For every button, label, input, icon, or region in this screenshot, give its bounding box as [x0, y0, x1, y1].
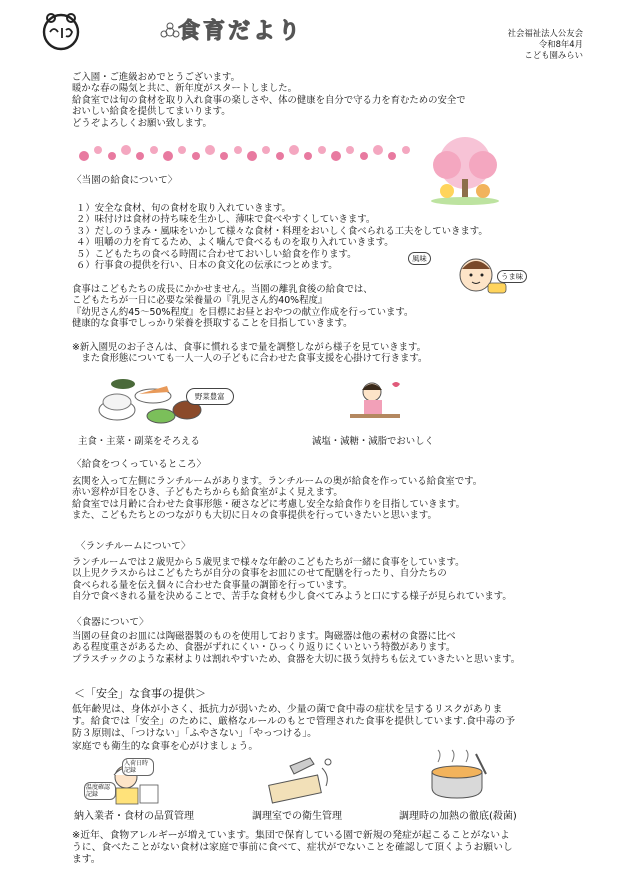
paragraph-line: 赤い窓枠が目をひき、子どもたちからも給食室がよく見えます。 [72, 487, 343, 499]
logo [40, 10, 82, 52]
speech-bubble-flavor: 風味 [408, 252, 431, 265]
blossom-petal-icon [247, 151, 257, 161]
cherry-blossom-tree-illustration [425, 135, 505, 207]
paragraph-line: 低年齢児は、身体が小さく、抵抗力が弱いため、少量の菌で食中毒の症状を呈するリスクがありま [72, 704, 503, 715]
paragraph-line: 『幼児さん約45～50%程度』を目標にお昼とおやつの献立作成を行っています。 [72, 306, 414, 318]
org-name: 社会福祉法人公友会 [507, 28, 583, 38]
section-heading-lunch: 〈当園の給食について〉 [72, 175, 178, 186]
paragraph-line: 食事はこどもたちの成長にかかせません。当園の離乳食後の給食では、 [72, 284, 373, 295]
blossom-petal-icon [192, 152, 200, 160]
paragraph-line: す。給食では「安全」のために、厳格なルールのもとで管理された食事を提供しています.食中毒の予 [72, 716, 515, 728]
nutrition-paragraph [72, 284, 413, 330]
paragraph-line: 健康的な食事でしっかり栄養を摂取することを目指していきます。 [72, 318, 353, 330]
new-child-note [72, 342, 427, 365]
blossom-petal-icon [318, 146, 326, 154]
blossom-petal-icon [388, 152, 396, 160]
organization-info [508, 28, 583, 61]
list-item: ４）咀嚼の力を育てるため、よく噛んで食べるものを取り入れていきます。 [76, 237, 394, 249]
tag-arrival-record: 入荷日時記録 [122, 758, 154, 776]
page-title: 食育だより [178, 19, 304, 44]
speech-bubble-umami: うま味 [497, 270, 527, 283]
paragraph-line: 家庭でも衛生的な食事を心がけましょう。 [72, 740, 259, 752]
caption-balanced-meal: 主食・主菜・副菜をそろえる [78, 436, 200, 447]
blossom-petal-icon [346, 146, 354, 154]
blossom-petal-icon [402, 146, 410, 154]
paragraph-line: 防３原則は、「つけない」「ふやさない」「やっつける」。 [72, 728, 317, 740]
paragraph-line: こどもたちが一日に必要な栄養量の『乳児さん約40%程度』 [72, 295, 328, 307]
blossom-petal-icon [79, 151, 89, 161]
heating-pot-illustration [418, 748, 498, 804]
caption-less-salt: 減塩・減糖・減脂でおいしく [312, 436, 434, 447]
safety-text [72, 704, 515, 753]
caption-supplier: 納入業者・食材の品質管理 [74, 811, 194, 822]
paragraph-line: 食べられる量を伝え個々に合わせた食事量の調節を行っています。 [72, 579, 353, 591]
paragraph-line: 自分で食べきれる量を決めることで、苦手な食材も少し食べてみようと口にする様子が見られています。 [72, 591, 512, 603]
section-heading-kitchen: 〈給食をつくっているところ〉 [72, 459, 207, 470]
list-item: １）安全な食材、旬の食材を取り入れていきます。 [76, 203, 291, 214]
blossom-petal-icon [360, 152, 368, 160]
paragraph-line: 玄関を入って左側にランチルームがあります。ランチルームの奥が給食を作っている給食室です。 [72, 476, 483, 487]
lunchroom-text [72, 557, 512, 603]
list-item: ６）行事食の提供を行い、日本の食文化の伝承につとめます。 [76, 260, 338, 272]
veg-rich-label: 野菜豊富 [186, 388, 234, 405]
section-heading-safety: ＜「安全」な食事の提供＞ [74, 687, 206, 700]
intro-line: 給食室では旬の食材を取り入れ食事の楽しさや、体の健康を自分で守る力を育むための安全で [72, 94, 466, 106]
paragraph-line: ある程度重さがあるため、食器がずれにくい・ひっくり返りにくいという特徴があります。 [72, 642, 456, 654]
section-heading-lunchroom: 〈ランチルームについて〉 [76, 541, 191, 552]
note-line: ます。 [72, 854, 101, 865]
intro-text [72, 72, 466, 129]
kitchen-hygiene-illustration [262, 754, 342, 804]
blossom-petal-icon [150, 146, 158, 154]
caption-kitchen-hygiene: 調理室での衛生管理 [252, 811, 342, 822]
issue-date: 令和8年4月 [538, 39, 583, 49]
intro-line: 暖かな春の陽気と共に、新年度がスタートしました。 [72, 83, 298, 95]
paragraph-line: また、こどもたちとのつながりも大切に日々の食事提供を行っていきたいと思います。 [72, 510, 437, 522]
intro-line: どうぞよろしくお願い致します。 [72, 117, 212, 129]
paragraph-line: ランチルームでは２歳児から５歳児まで様々な年齢のこどもたちが一緒に食事をしています。 [72, 557, 465, 568]
blossom-petal-icon [163, 151, 173, 161]
child-at-table-illustration [340, 378, 410, 428]
tableware-text [72, 631, 520, 665]
blossom-petal-icon [136, 152, 144, 160]
school-name: こども園みらい [524, 50, 583, 60]
blossom-petal-icon [121, 145, 131, 155]
blossom-petal-icon [304, 152, 312, 160]
blossom-petal-icon [289, 145, 299, 155]
blossom-petal-icon [331, 151, 341, 161]
blossom-petal-icon [276, 152, 284, 160]
blossom-petal-icon [205, 145, 215, 155]
blossom-petal-icon [108, 152, 116, 160]
list-item: ３）だしのうまみ・風味をいかして様々な食材・料理をおいしく食べられる工夫をしていきます。 [76, 225, 488, 237]
blossom-petal-icon [94, 146, 102, 154]
note-line: また食形態についても一人一人の子どもに合わせた食事支援を心掛けて行きます。 [72, 353, 428, 365]
kitchen-text [72, 476, 482, 522]
caption-heating: 調理時の加熱の徹底(殺菌) [399, 811, 517, 822]
flower-decoration-icon [160, 22, 180, 42]
note-line: うに、食べたことがない食材は家庭で事前に食べて、症状がでないことを確認して頂くようお願いし [72, 842, 513, 853]
note-line: ※近年、食物アレルギーが増えています。集団で保育している園で新規の発症が起こることがないよ [72, 830, 510, 841]
paragraph-line: 給食室では月齢に合わせた食事形態・硬さなどに考慮し安全な給食作りを目指していきます。 [72, 498, 466, 510]
blossom-border [78, 142, 418, 164]
blossom-petal-icon [262, 146, 270, 154]
blossom-petal-icon [234, 146, 242, 154]
section-heading-tableware: 〈食器について〉 [72, 617, 149, 628]
logo-mark-icon [40, 10, 82, 52]
allergy-note [72, 830, 513, 866]
blossom-petal-icon [220, 152, 228, 160]
blossom-petal-icon [178, 146, 186, 154]
tag-temperature-record: 温度確認記録 [84, 782, 116, 800]
paragraph-line: 当園の昼食のお皿には陶磁器製のものを使用しております。陶磁器は他の素材の食器に比べ [72, 631, 456, 642]
list-item: ２）味付けは食材の持ち味を生かし、薄味で食べやすくしていきます。 [76, 214, 376, 226]
note-line: ※新入園児のお子さんは、食事に慣れるまで量を調整しながら様子を見ていきます。 [72, 342, 426, 353]
intro-line: ご入園・ご進級おめでとうございます。 [72, 72, 241, 83]
intro-line: おいしい給食を提供してまいります。 [72, 106, 231, 118]
paragraph-line: 以上児クラスからはこどもたちが自分の食事をお皿にのせて配膳を行ったり、自分たちの [72, 568, 447, 580]
list-item: ５）こどもたちの食べる時間に合わせておいしい給食を作ります。 [76, 248, 357, 260]
paragraph-line: プラスチックのような素材よりは割れやすいため、食器を大切に扱う気持ちも伝えていきたいと思います。 [72, 653, 521, 665]
blossom-petal-icon [373, 145, 383, 155]
